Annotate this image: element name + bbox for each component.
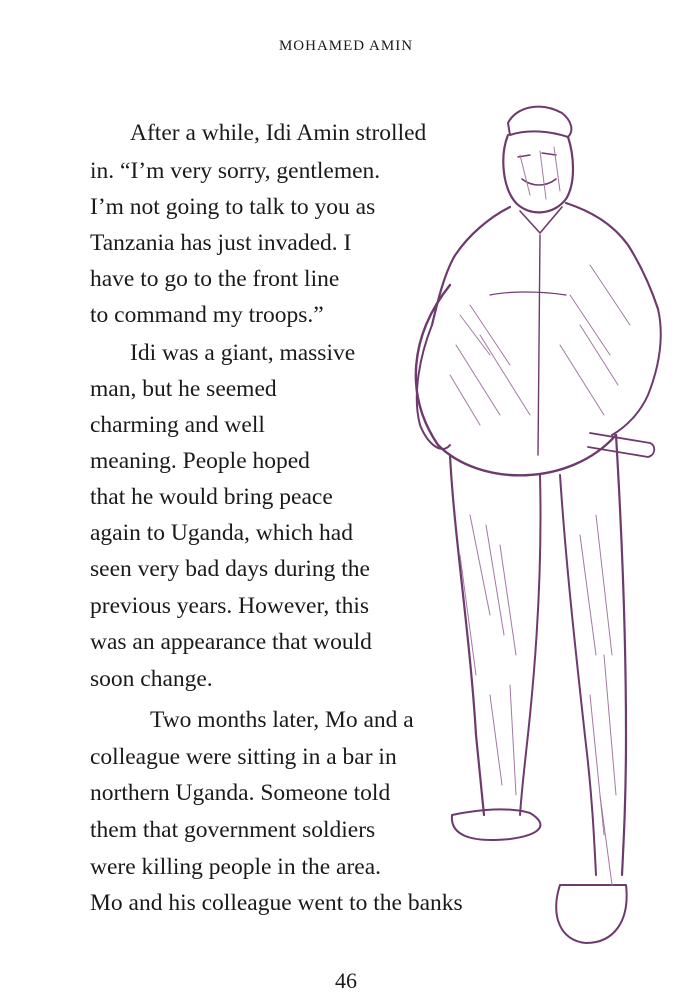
text-line: soon change.: [90, 666, 213, 692]
text-line: was an appearance that would: [90, 629, 372, 655]
text-line: colleague were sitting in a bar in: [90, 744, 397, 770]
text-line: to command my troops.”: [90, 302, 324, 328]
text-line: After a while, Idi Amin strolled: [130, 120, 427, 146]
idi-amin-illustration: [390, 95, 680, 955]
text-line: that he would bring peace: [90, 484, 333, 510]
text-line: I’m not going to talk to you as: [90, 194, 376, 220]
text-line: northern Uganda. Someone told: [90, 780, 391, 806]
text-line: charming and well: [90, 412, 265, 438]
text-line: Mo and his colleague went to the banks: [90, 890, 463, 916]
text-line: Tanzania has just invaded. I: [90, 230, 352, 256]
text-line: Idi was a giant, massive: [130, 340, 356, 366]
text-line: man, but he seemed: [90, 376, 277, 402]
running-header: MOHAMED AMIN: [278, 38, 414, 54]
text-line: again to Uganda, which had: [90, 520, 353, 546]
text-line: seen very bad days during the: [90, 556, 370, 582]
text-line: them that government soldiers: [90, 817, 376, 843]
text-line: in. “I’m very sorry, gentlemen.: [90, 158, 381, 184]
text-line: meaning. People hoped: [90, 448, 310, 474]
text-line: were killing people in the area.: [90, 854, 382, 880]
page-number: 46: [335, 968, 357, 993]
text-line: previous years. However, this: [90, 593, 370, 619]
text-line: Two months later, Mo and a: [150, 707, 414, 733]
figure-sketch: [416, 107, 661, 943]
text-line: have to go to the front line: [90, 266, 340, 292]
